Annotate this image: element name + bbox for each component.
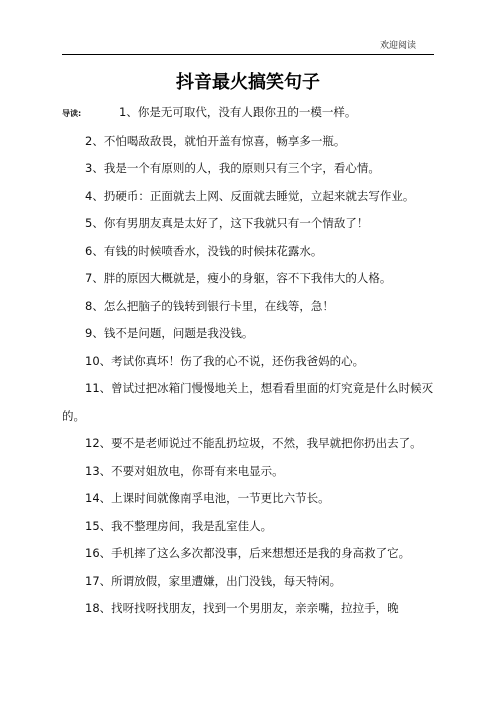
paragraph-12: 12、要不是老师说过不能乱扔垃圾，不然，我早就把你扔出去了。 [85, 436, 422, 450]
paragraph-10: 10、考试你真坏！伤了我的心不说，还伤我爸妈的心。 [85, 353, 365, 368]
paragraph-5: 5、你有男朋友真是太好了，这下我就只有一个情敌了！ [85, 216, 369, 230]
paragraph-2: 2、不怕喝敌敌畏，就怕开盖有惊喜，畅享多一瓶。 [85, 133, 346, 148]
paragraph-11: 11、曾试过把冰箱门慢慢地关上，想看看里面的灯究竟是什么时候灭的。 [62, 381, 434, 423]
paragraph-9: 9、钱不是问题，问题是我没钱。 [85, 326, 254, 340]
paragraph-text: 1、你是无可取代，没有人跟你丑的一模一样。 [119, 105, 357, 119]
paragraph-16: 16、手机摔了这么多次都没事，后来想想还是我的身高救了它。 [85, 546, 411, 560]
paragraph-4: 4、扔硬币：正面就去上网、反面就去睡觉，立起来就去写作业。 [85, 188, 415, 203]
paragraph-17: 17、所谓放假，家里遭嫌，出门没钱，每天特闲。 [85, 573, 342, 588]
guide-label: 导读: [62, 109, 82, 118]
paragraph-1 [62, 99, 434, 128]
paragraph-7: 7、胖的原因大概就是，瘦小的身躯，容不下我伟大的人格。 [85, 271, 392, 285]
document-body [62, 99, 434, 623]
paragraph-6: 6、有钱的时候喷香水，没钱的时候抹花露水。 [85, 243, 323, 258]
paragraph-14: 14、上课时间就像南孚电池，一节更比六节长。 [85, 491, 330, 505]
paragraph-18: 18、找呀找呀找朋友，找到一个男朋友，亲亲嘴，拉拉手，晚 [85, 601, 399, 615]
paragraph-13: 13、不要对姐放电，你哥有来电显示。 [85, 463, 284, 478]
paragraph-3: 3、我是一个有原则的人，我的原则只有三个字，看心情。 [85, 161, 380, 175]
document-title: 抖音最火搞笑句子 [176, 72, 320, 93]
paragraph-8: 8、怎么把脑子的钱转到银行卡里，在线等，急！ [85, 298, 334, 313]
paragraph-15: 15、我不整理房间，我是乱室佳人。 [85, 518, 273, 533]
header-text: 欢迎阅读 [379, 41, 416, 51]
header-rule [62, 54, 434, 55]
